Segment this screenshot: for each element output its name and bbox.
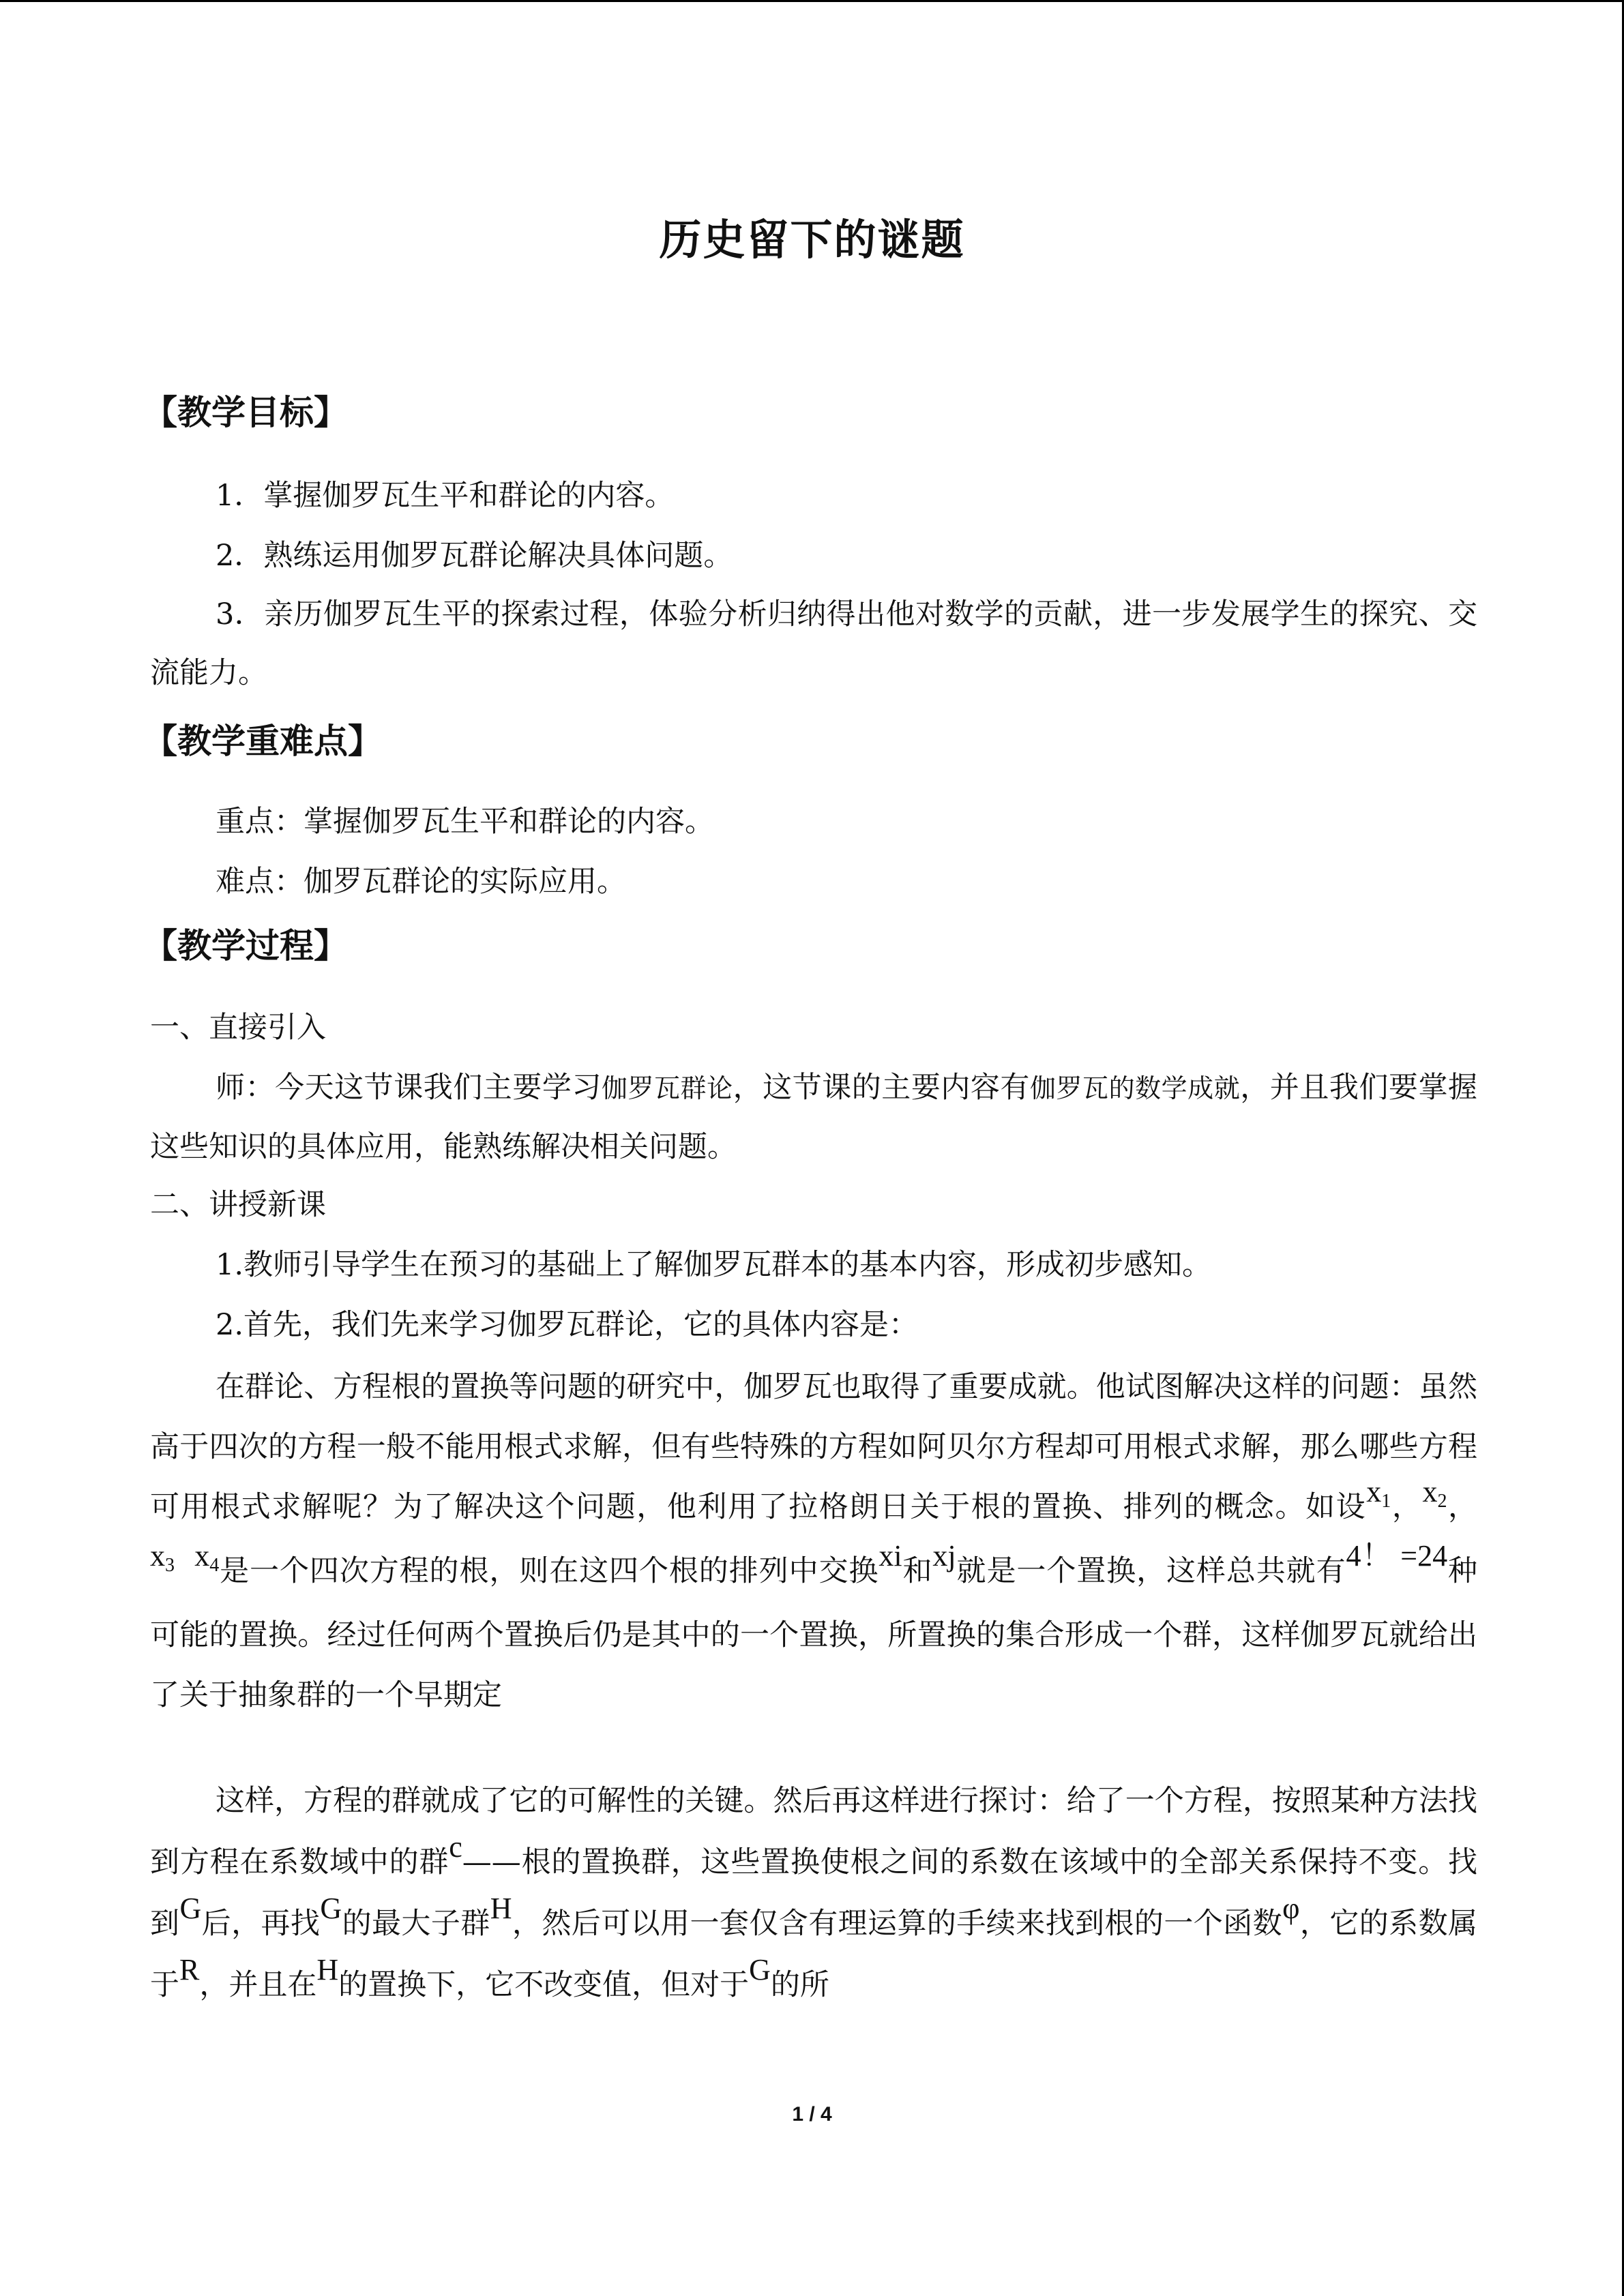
topic-galois-achievements: 伽罗瓦的数学成就 — [1029, 1073, 1241, 1103]
factorial-expression: 4！ =24 — [1346, 1539, 1448, 1572]
top-border — [0, 0, 1624, 2]
var-H: H — [490, 1892, 512, 1925]
page-number: 1 / 4 — [792, 2103, 832, 2126]
var-R: R — [179, 1953, 200, 1986]
key-point: 重点：掌握伽罗瓦生平和群论的内容。 — [216, 805, 714, 839]
var-G: G — [320, 1892, 342, 1925]
part1-title: 一、直接引入 — [150, 1011, 326, 1045]
var-G: G — [749, 1953, 771, 1986]
step-1: 1.教师引导学生在预习的基础上了解伽罗瓦群本的基本内容，形成初步感知。 — [216, 1248, 1212, 1282]
var-phi: φ — [1282, 1892, 1300, 1925]
part1-paragraph: 师：今天这节课我们主要学习伽罗瓦群论，这节课的主要内容有伽罗瓦的数学成就，并且我们要掌握这些知识的具体应用，能熟练解决相关问题。 — [150, 1071, 1477, 1164]
paragraph-group-solvability: 这样，方程的群就成了它的可解性的关键。然后再这样进行探讨：给了一个方程，按照某种方法找到方程在系数域中的群c——根的置换群，这些置换使根之间的系数在该域中的全部关系保持不变。找到G后，再找G的最大子群H，然后可以用一套仅含有理运算的手续来找到根的一个函数φ，它的系数属于R，并且在H的置换下，它不改变值，但对于G的所 — [150, 1784, 1478, 2002]
var-G: G — [179, 1892, 202, 1925]
difficult-point: 难点：伽罗瓦群论的实际应用。 — [216, 865, 626, 899]
heading-goals: 【教学目标】 — [143, 393, 348, 432]
step-2: 2.首先，我们先来学习伽罗瓦群论，它的具体内容是： — [216, 1308, 919, 1342]
page-title: 历史留下的谜题 — [659, 215, 965, 265]
var-c: c — [449, 1830, 462, 1864]
var-H: H — [316, 1953, 339, 1986]
goal-item-2: 2．熟练运用伽罗瓦群论解决具体问题。 — [216, 539, 733, 573]
topic-galois-group-theory: 伽罗瓦群论 — [601, 1073, 733, 1103]
var-x3: x3 — [150, 1539, 175, 1576]
part2-title: 二、讲授新课 — [150, 1188, 326, 1222]
heading-process: 【教学过程】 — [143, 926, 348, 966]
var-x1: x1 — [1366, 1475, 1391, 1512]
var-xi: xi — [879, 1539, 902, 1572]
var-xj: xj — [932, 1539, 956, 1572]
goal-item-3: 3．亲历伽罗瓦生平的探索过程，体验分析归纳得出他对数学的贡献，进一步发展学生的探究、交流能力。 — [150, 597, 1477, 690]
var-x4: x4 — [194, 1539, 220, 1576]
goal-item-1: 1．掌握伽罗瓦生平和群论的内容。 — [216, 479, 675, 513]
paragraph-permutation: 在群论、方程根的置换等问题的研究中，伽罗瓦也取得了重要成就。他试图解决这样的问题：虽然高于四次的方程一般不能用根式求解，但有些特殊的方程如阿贝尔方程却可用根式求解，那么哪些方程可用根式求解呢？为了解决这个问题，他利用了拉格朗日关于根的置换、排列的概念。如设x1，x2，x3 x4是一个四次方程的根，则在这四个根的排列中交换xi和xj就是一个置换，这样总共就有4！ =24种可能的置换。经过任何两个置换后仍是其中的一个置换，所置换的集合形成一个群，这样伽罗瓦就给出了关于抽象群的一个早期定 — [150, 1370, 1478, 1712]
heading-key-points: 【教学重难点】 — [143, 721, 382, 761]
var-x2: x2 — [1422, 1475, 1447, 1512]
